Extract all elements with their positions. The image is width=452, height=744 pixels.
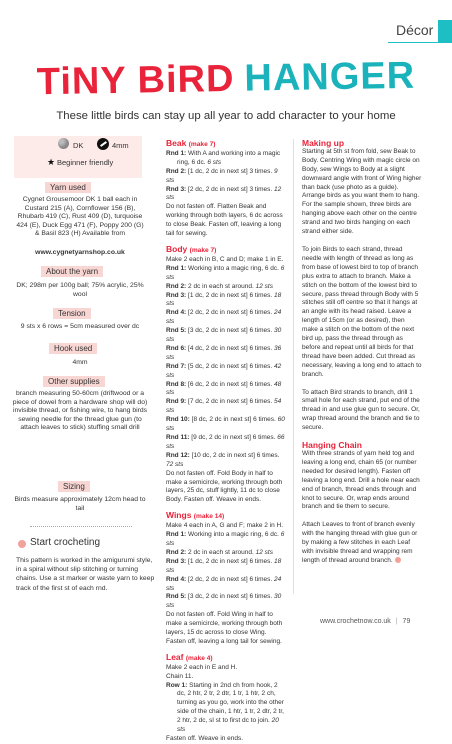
title-part2: HANGER [244, 54, 416, 100]
wing-round: Rnd 1: Working into a magic ring, 6 dc. 6 sts [166, 531, 285, 547]
wings-intro: Make 4 each in A, G and F; make 2 in H. [166, 522, 284, 530]
divider [30, 526, 132, 527]
wing-rounds [166, 531, 286, 611]
skill-level: Beginner friendly [57, 158, 114, 167]
end-mark-icon [395, 557, 401, 563]
leaf-chain: Chain 11. [166, 672, 194, 680]
yarn-used-heading: Yarn used [45, 182, 91, 193]
yarn-used-text: Cygnet Grousemoor DK 1 ball each in Custard 215 (A), Cornflower 156 (B), Rhubarb 419 (C), Rust 409 (D), turquoise 424 (E), Duck Egg 471 (F), Poppy 200 (G) & Basil 823 (H) Available from [16, 196, 144, 238]
body-round: Rnd 8: [6 dc, 2 dc in next st] 6 times. 48 sts [166, 380, 282, 397]
wing-round: Rnd 5: [3 dc, 2 dc in next st] 6 times. 30 sts [166, 593, 282, 610]
hook-size: 4mm [112, 141, 129, 150]
supplies-text: branch measuring 50-60cm (driftwood or a piece of dowel from a hardware shop will do) invisible thread, or fishing wire, to hang birds sewing needle for the thread glue gun (to attach leaves to stick) stuffing small drill [12, 390, 148, 432]
wing-round: Rnd 4: [2 dc, 2 dc in next st] 6 times. 24 sts [166, 575, 282, 592]
section-tab-bar [438, 20, 452, 42]
body-intro: Make 2 each in B, C and D; make 1 in E. [166, 255, 284, 263]
hook-text: 4mm [72, 359, 88, 366]
body-round: Rnd 5: [3 dc, 2 dc in next st] 6 times. 30 sts [166, 327, 282, 344]
footer-sep: | [395, 618, 398, 625]
beak-rnd2: Rnd 2: [1 dc, 2 dc in next st] 3 times. 9 sts [166, 167, 278, 184]
hanging-heading: Hanging Chain [302, 440, 362, 451]
sizing-heading: Sizing [58, 481, 90, 492]
page-title [0, 54, 452, 105]
bullet-icon [18, 540, 26, 548]
beak-text: Do not fasten off. Flatten Beak and working through both layers, 6 dc across to close Beak. Fasten off, leaving a long tail for sewing. [166, 203, 283, 238]
leaf-heading: Leaf (make 4) [166, 651, 213, 662]
body-round: Rnd 12: [10 dc, 2 dc in next st] 6 times. 72 sts [166, 451, 280, 468]
footer-url[interactable]: www.crochetnow.co.uk [320, 618, 391, 625]
wings-heading: Wings (make 14) [166, 510, 225, 521]
yarn-ball-icon [58, 138, 69, 149]
body-round: Rnd 6: [4 dc, 2 dc in next st] 6 times. 36 sts [166, 344, 282, 361]
sizing-text: Birds measure approximately 12cm head to tail [14, 496, 146, 512]
making-up-p1: Starting at 5th st from fold, sew Beak to Body. Centring Wing with magic circle on Body, sew Wings to Body at a slight downward angle with front of Wing higher than back (use photo as a guide). Arrange birds as you want them to hang. For the sample shown, three birds are hanging above each other on the centre strand and two birds hanging on each strand either side. [302, 147, 422, 236]
start-heading: Start crocheting [30, 537, 101, 548]
body-text: Do not fasten off. Fold Body in half to make a semicircle, working through both layers, 25 dc, stuff lightly, 11 dc to close Body. Fasten off. Weave in ends. [166, 469, 283, 504]
right-column [302, 139, 422, 566]
body-round: Rnd 4: [2 dc, 2 dc in next st] 6 times. 24 sts [166, 309, 282, 326]
making-up-p2: To join Birds to each strand, thread needle with length of thread as long as from base of lowest bird to top of branch plus extra to attach to branch. Make a stitch on the bottom of the lowest bird to secure, pass thread through Body with 5 stitches still off centre so that it hangs at an angle with its head raised. Leave a length of 15cm (or as desired), then make a stitch on the bottom of the next bird up, pass the thread through as before and repeat until all birds for that thread have been added. Cut thread as necessary, leaving a long end to attach to branch. [302, 245, 422, 378]
hook-icon [97, 138, 109, 150]
middle-column [166, 139, 286, 744]
body-round: Rnd 11: [9 dc, 2 dc in next st] 6 times. 66 sts [166, 434, 285, 450]
about-yarn-heading: About the yarn [41, 266, 103, 277]
leaf-end: Fasten off. Weave in ends. [166, 735, 244, 742]
hook-heading: Hook used [49, 343, 97, 354]
body-round: Rnd 3: [1 dc, 2 dc in next st] 6 times. 18 sts [166, 291, 282, 308]
beak-heading: Beak (make 7) [166, 138, 216, 148]
body-rounds [166, 265, 286, 470]
subtitle: These little birds can stay up all year to add character to your home [56, 110, 396, 122]
star-icon: ★ [47, 157, 56, 167]
footer [320, 618, 410, 625]
wing-round: Rnd 2: 2 dc in each st around. 12 sts [166, 548, 273, 556]
page-number: 79 [402, 618, 411, 625]
making-up-p3: To attach Bird strands to branch, drill 1 small hole for each strand, put end of the thread in and use glue gun to secure. Or, wrap thread around the branch and tie to secure. [302, 388, 420, 432]
body-round: Rnd 10: [8 dc, 2 dc in next st] 6 times. 60 sts [166, 416, 285, 433]
making-up-heading: Making up [302, 138, 345, 148]
tension-text: 9 sts x 6 rows = 5cm measured over dc [20, 323, 140, 330]
hanging-p2: Attach Leaves to front of branch evenly with the hanging thread with glue gun or by making a few stitches in each Leaf with invisible thread and wrapping rem length of thread around branch. [302, 521, 418, 564]
supplies-heading: Other supplies [43, 376, 105, 387]
decor-rule [388, 42, 452, 43]
start-text: This pattern is worked in the amigurumi style, in a spiral without slip stitching or turning chains. Use a st marker or waste yarn to keep track of the first st of each rnd. [16, 557, 155, 592]
body-round: Rnd 1: Working into a magic ring, 6 dc. 6 sts [166, 264, 285, 281]
body-heading: Body (make 7) [166, 243, 217, 254]
column-divider [293, 139, 294, 594]
hanging-p1: With three strands of yarn held tog and leaving a long end, chain 65 (or number needed for desired length). Fasten off leaving a long end. Drill a hole near each end of branch, thread ends through and knot to secure. Or, wrap ends around branch and tie them to secure. [302, 450, 420, 511]
yarn-shop-url: www.cygnetyarnshop.co.uk [35, 249, 125, 256]
beak-rnd1: Rnd 1: With A and working into a magic ring, 6 dc. 6 sts [166, 149, 281, 166]
yarn-weight: DK [73, 141, 84, 150]
body-round: Rnd 9: [7 dc, 2 dc in next st] 6 times. 54 sts [166, 398, 282, 415]
tension-heading: Tension [53, 308, 91, 319]
beak-rnd3: Rnd 3: [2 dc, 2 dc in next st] 3 times. 12 sts [166, 185, 282, 202]
about-yarn-text: DK; 298m per 100g ball; 75% acrylic, 25% wool [16, 282, 144, 298]
section-tab: Décor [396, 22, 434, 38]
title-part1: TiNY BiRD [36, 57, 235, 104]
leaf-intro: Make 2 each in E and H. [166, 663, 238, 671]
body-round: Rnd 7: [5 dc, 2 dc in next st] 6 times. 42 sts [166, 362, 282, 379]
body-round: Rnd 2: 2 dc in each st around. 12 sts [166, 282, 273, 290]
leaf-row1: Row 1: Starting in 2nd ch from hook, 2 dc, 2 htr, 2 tr, 2 dtr, 1 tr, 1 htr, 2 ch, turning as you go, work into the other side of the chain, 1 htr, 1 tr, 2 dtr, 2 tr, 2 htr, 2 dc, sl st to first dc to join. 20 sts [166, 681, 284, 734]
wing-round: Rnd 3: [1 dc, 2 dc in next st] 6 times. 18 sts [166, 557, 282, 574]
wings-text: Do not fasten off. Fold Wing in half to make a semicircle, working through both layers, 15 dc across to close Wing. Fasten off, leaving a long tail for sewing. [166, 611, 283, 645]
